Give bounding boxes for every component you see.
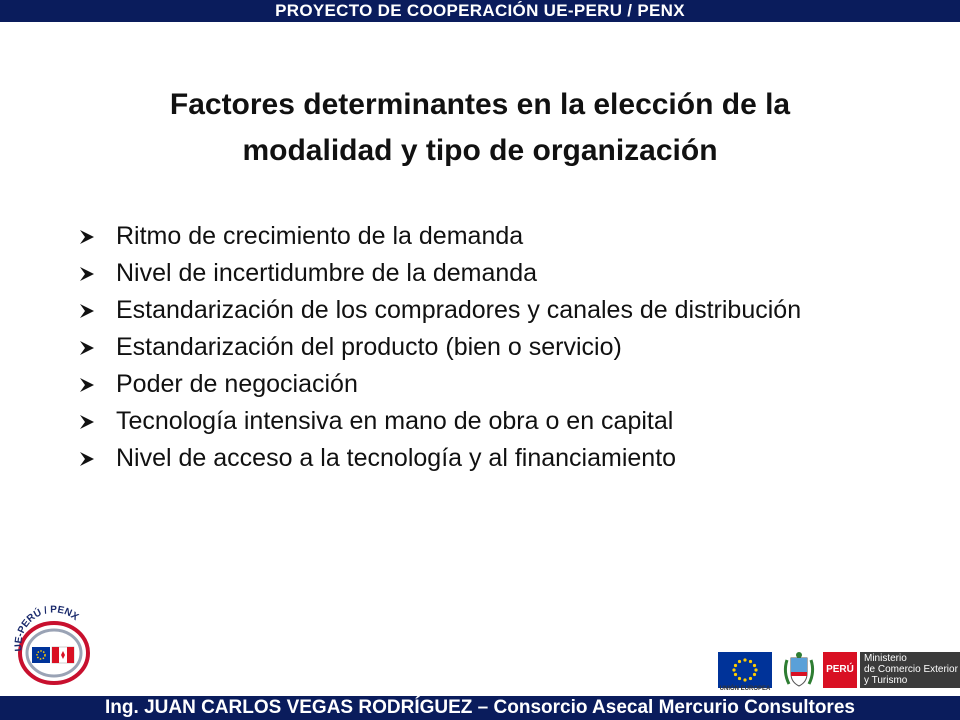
slide-title-line-2: modalidad y tipo de organización: [242, 134, 718, 167]
bullet-item: [78, 366, 858, 403]
arrow-bullet-icon: [78, 339, 96, 357]
bullet-item: [78, 255, 858, 292]
bullet-text: Ritmo de crecimiento de la demanda: [116, 222, 524, 250]
peru-coat-of-arms-icon: [781, 650, 817, 692]
arrow-bullet-icon: [78, 302, 96, 320]
arrow-bullet-icon: [78, 450, 96, 468]
ministry-logo: [860, 652, 960, 688]
header-text: PROYECTO DE COOPERACIÓN UE-PERU / PENX: [275, 1, 685, 20]
slide-title-line-1: Factores determinantes en la elección de la: [169, 88, 791, 121]
eu-flag-icon: [718, 652, 772, 688]
arrow-bullet-icon: [78, 265, 96, 283]
bullet-item: [78, 218, 858, 255]
bullet-item: [78, 329, 858, 366]
bullet-text: Estandarización de los compradores y canales de distribución: [116, 296, 802, 324]
bullet-item: [78, 403, 858, 440]
peru-brand: PERÚ: [823, 652, 857, 688]
ministry-line: de Comercio Exterior: [864, 664, 958, 675]
bullet-list: [78, 218, 858, 477]
bullet-text: Poder de negociación: [116, 370, 358, 398]
eu-caption: UNIÓN EUROPEA: [719, 686, 771, 692]
arrow-bullet-icon: [78, 376, 96, 394]
bullet-text: Nivel de acceso a la tecnología y al financiamiento: [116, 444, 677, 472]
bullet-item: [78, 292, 858, 329]
bullet-text: Tecnología intensiva en mano de obra o en capital: [116, 407, 674, 435]
ministry-line: y Turismo: [864, 675, 908, 686]
bullet-text: Nivel de incertidumbre de la demanda: [116, 259, 538, 287]
project-logo-text: UE-PERÚ / PENX: [13, 605, 81, 652]
ministry-line: Ministerio: [864, 653, 907, 664]
project-logo: [8, 605, 100, 690]
arrow-bullet-icon: [78, 413, 96, 431]
arrow-bullet-icon: [78, 228, 96, 246]
bullet-text: Estandarización del producto (bien o servicio): [116, 333, 622, 361]
header-bar: [0, 0, 960, 22]
slide-title: [60, 82, 900, 174]
footer-text: Ing. JUAN CARLOS VEGAS RODRÍGUEZ – Consorcio Asecal Mercurio Consultores: [105, 697, 855, 718]
footer-bar: [0, 696, 960, 720]
bullet-item: [78, 440, 858, 477]
